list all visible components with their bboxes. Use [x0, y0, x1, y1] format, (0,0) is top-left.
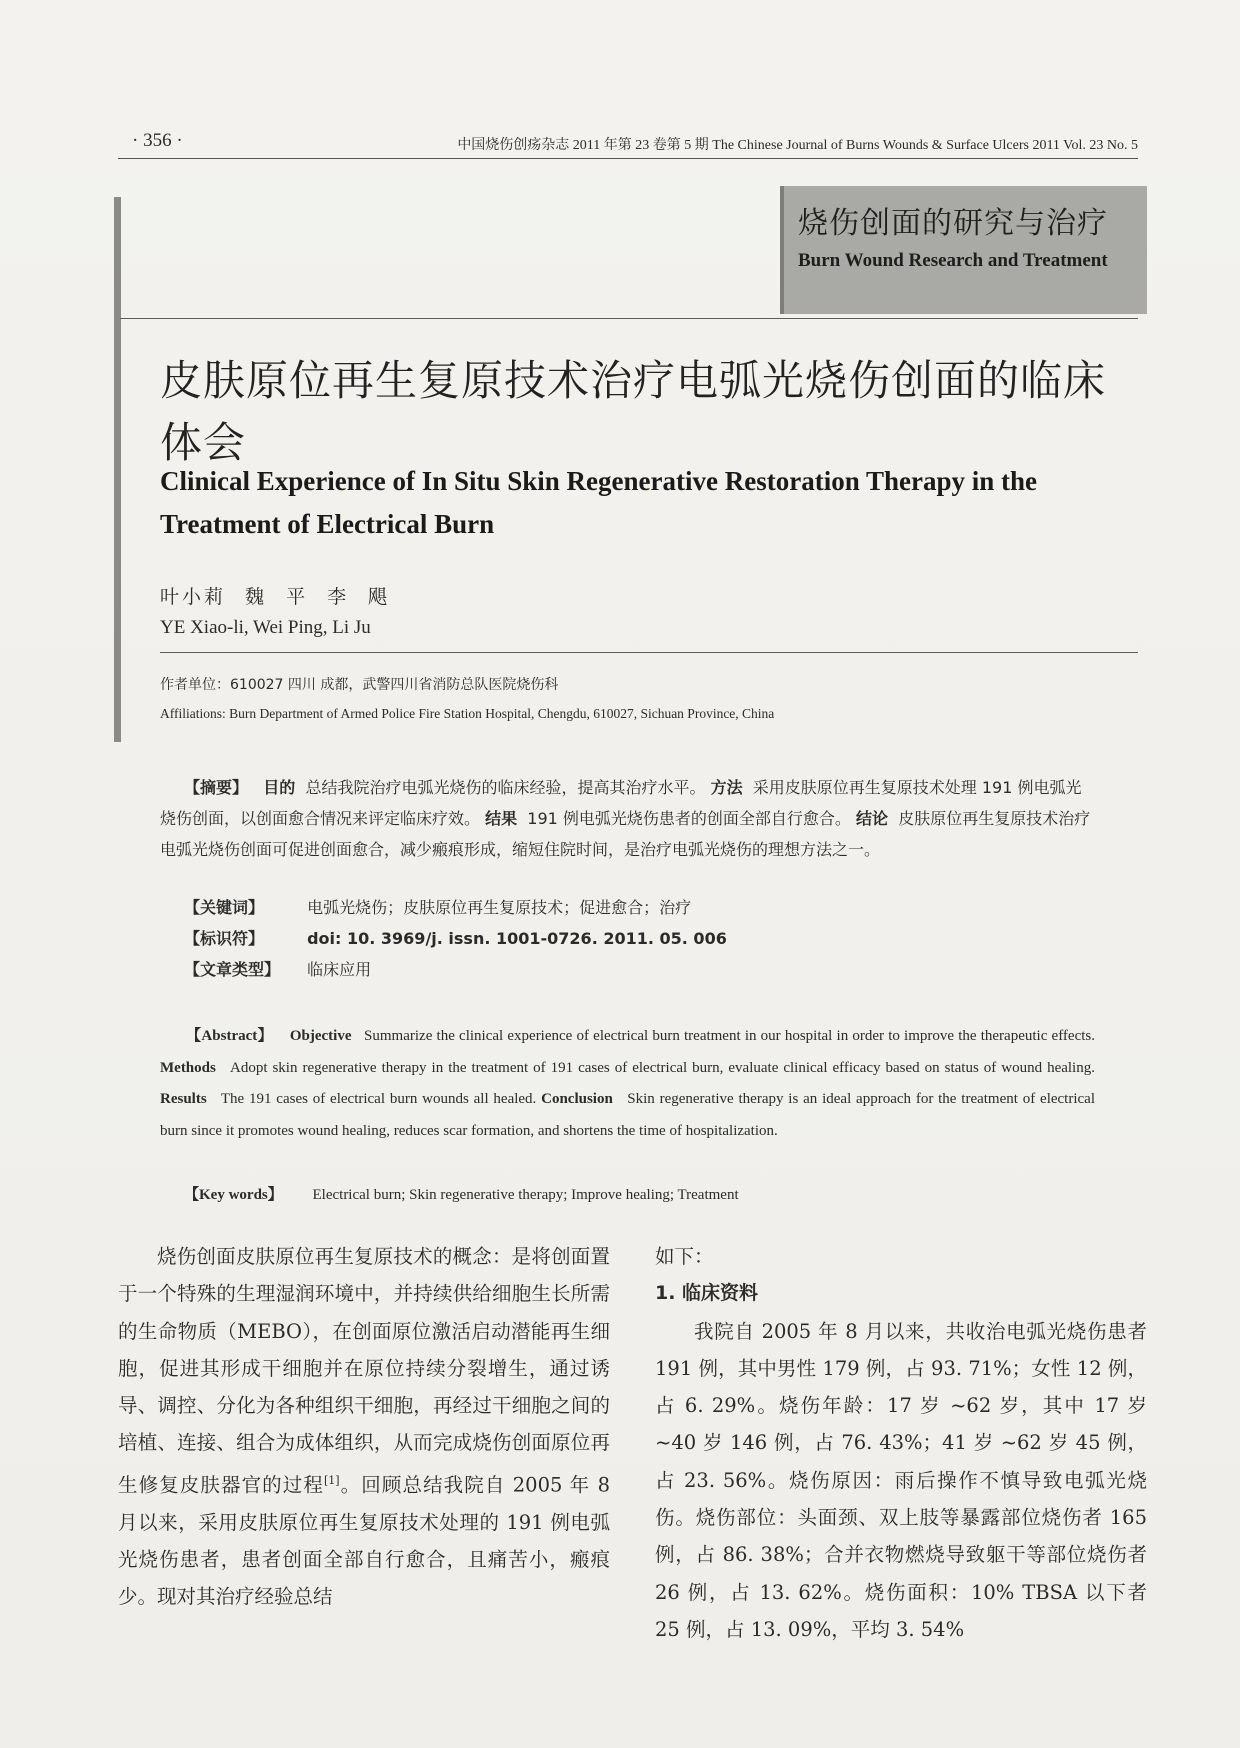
body-continuation: 如下： — [655, 1245, 714, 1268]
methods-label-en: Methods — [160, 1059, 216, 1076]
running-header — [118, 130, 1138, 159]
abstract-cn — [160, 772, 1095, 865]
body-column-right — [655, 1238, 1147, 1648]
objective-label-cn: 目的 — [263, 778, 296, 797]
methods-label-cn: 方法 — [710, 778, 743, 797]
results-text-cn: 191 例电弧光烧伤患者的创面全部自行愈合。 — [527, 809, 851, 828]
body-paragraph-left-part-2: 。回顾总结我院自 2005 年 8 月以来，采用皮肤原位再生复原技术处理的 191 例电弧光烧伤患者，患者创面全部自行愈合，且痛苦小，瘢痕少。现对其治疗经验总结 — [118, 1473, 610, 1609]
page-number: · 356 · — [132, 130, 183, 151]
conclusion-label-cn: 结论 — [856, 809, 889, 828]
affiliation-cn: 作者单位：610027 四川 成都，武警四川省消防总队医院烧伤科 — [160, 677, 559, 693]
article-title-en: Clinical Experience of In Situ Skin Regenerative Restoration Therapy in the Treatment of Electrical Burn — [160, 466, 1037, 539]
results-label-en: Results — [160, 1091, 207, 1107]
conclusion-label-en: Conclusion — [541, 1091, 613, 1107]
abstract-cn-label: 【摘要】 — [184, 778, 249, 797]
keywords-cn: 电弧光烧伤；皮肤原位再生复原技术；促进愈合；治疗 — [307, 898, 692, 917]
body-paragraph-left — [118, 1238, 610, 1615]
abstract-en-label: 【Abstract】 — [186, 1028, 274, 1044]
section-heading-clinical-data: 1. 临床资料 — [655, 1282, 759, 1305]
objective-label-en: Objective — [289, 1028, 352, 1044]
doi-text: doi: 10. 3969/j. issn. 1001-0726. 2011. 05. 006 — [307, 929, 727, 948]
conclusion-text-cn: 皮肤原位再生复原技术治疗电弧光烧伤创面可促进创面愈合，减少瘢痕形成，缩短住院时间，是治疗电弧光烧伤的理想方法之一。 — [160, 809, 1091, 859]
keywords-label-en: 【Key words】 — [184, 1187, 283, 1203]
left-margin-bar — [114, 197, 121, 742]
citation-ref: [1] — [323, 1473, 340, 1487]
methods-text-cn: 采用皮肤原位再生复原技术处理 191 例电弧光烧伤创面，以创面愈合情况来评定临床疗效。 — [160, 778, 1082, 828]
keywords-row-en — [184, 1183, 739, 1204]
identifier-label: 【标识符】 — [184, 929, 265, 948]
keywords-row-cn — [184, 895, 691, 918]
body-paragraph-left-part-1: 烧伤创面皮肤原位再生复原技术的概念：是将创面置于一个特殊的生理湿润环境中，并持续供给细胞生长所需的生命物质（MEBO），在创面原位激活启动潜能再生细胞，促进其形成干细胞并在原位持续分裂增生，通过诱导、调控、分化为各种组织干细胞，再经过干细胞之间的培植、连接、组合为成体组织，从而完成烧伤创面原位再生修复皮肤器官的过程 — [118, 1245, 610, 1497]
keywords-label-cn: 【关键词】 — [184, 898, 265, 917]
affiliation-en: Affiliations: Burn Department of Armed Police Fire Station Hospital, Chengdu, 610027, Sichuan Province, China — [160, 706, 775, 721]
abstract-en — [160, 1021, 1095, 1147]
article-type: 临床应用 — [307, 960, 372, 979]
body-paragraph-right: 我院自 2005 年 8 月以来，共收治电弧光烧伤患者 191 例，其中男性 179 例，占 93. 71%；女性 12 例，占 6. 29%。烧伤年龄：17 岁 ~62 岁，其中 17 岁 ~40 岁 146 例，占 76. 43%；41 岁 ~62 岁 45 例，占 23. 56%。烧伤原因：雨后操作不慎导致电弧光烧伤。烧伤部位：头面颈、双上肢等暴露部位烧伤者 165 例，占 86. 38%；合并衣物燃烧导致躯干等部位烧伤者 26 例，占 13. 62%。烧伤面积：10% TBSA 以下者 25 例，占 13. 09%，平均 3. 54% — [655, 1319, 1147, 1641]
methods-text-en: Adopt skin regenerative therapy in the treatment of 191 cases of electrical burn, evaluate clinical efficacy based on status of wound healing. — [229, 1059, 1095, 1076]
article-type-row — [184, 957, 371, 980]
journal-citation-line: 中国烧伤创疡杂志 2011 年第 23 卷第 5 期 The Chinese Journal of Burns Wounds & Surface Ulcers 2011 Vol. 23 No. 5 — [457, 138, 1138, 153]
section-banner — [780, 186, 1147, 314]
body-column-left — [118, 1238, 610, 1615]
authors-cn: 叶小莉 魏 平 李 飓 — [160, 586, 391, 608]
section-title-en: Burn Wound Research and Treatment — [798, 250, 1108, 271]
title-divider-top — [120, 318, 1138, 319]
article-type-label: 【文章类型】 — [184, 960, 281, 979]
section-title-cn: 烧伤创面的研究与治疗 — [798, 206, 1108, 241]
authors-en: YE Xiao-li, Wei Ping, Li Ju — [160, 617, 371, 638]
objective-text-en: Summarize the clinical experience of electrical burn treatment in our hospital in order to improve the therapeutic effects. — [364, 1028, 1095, 1044]
results-label-cn: 结果 — [485, 809, 518, 828]
objective-text-cn: 总结我院治疗电弧光烧伤的临床经验，提高其治疗水平。 — [305, 778, 706, 797]
author-divider — [160, 652, 1138, 653]
article-title-cn: 皮肤原位再生复原技术治疗电弧光烧伤创面的临床体会 — [160, 356, 1107, 467]
results-text-en: The 191 cases of electrical burn wounds all healed. — [220, 1091, 537, 1107]
keywords-en: Electrical burn; Skin regenerative therapy; Improve healing; Treatment — [312, 1187, 739, 1203]
identifier-row — [184, 926, 727, 949]
conclusion-text-en: Skin regenerative therapy is an ideal approach for the treatment of electrical burn since it promotes wound healing, reduces scar formation, and shortens the time of hospitalization. — [160, 1091, 1095, 1139]
